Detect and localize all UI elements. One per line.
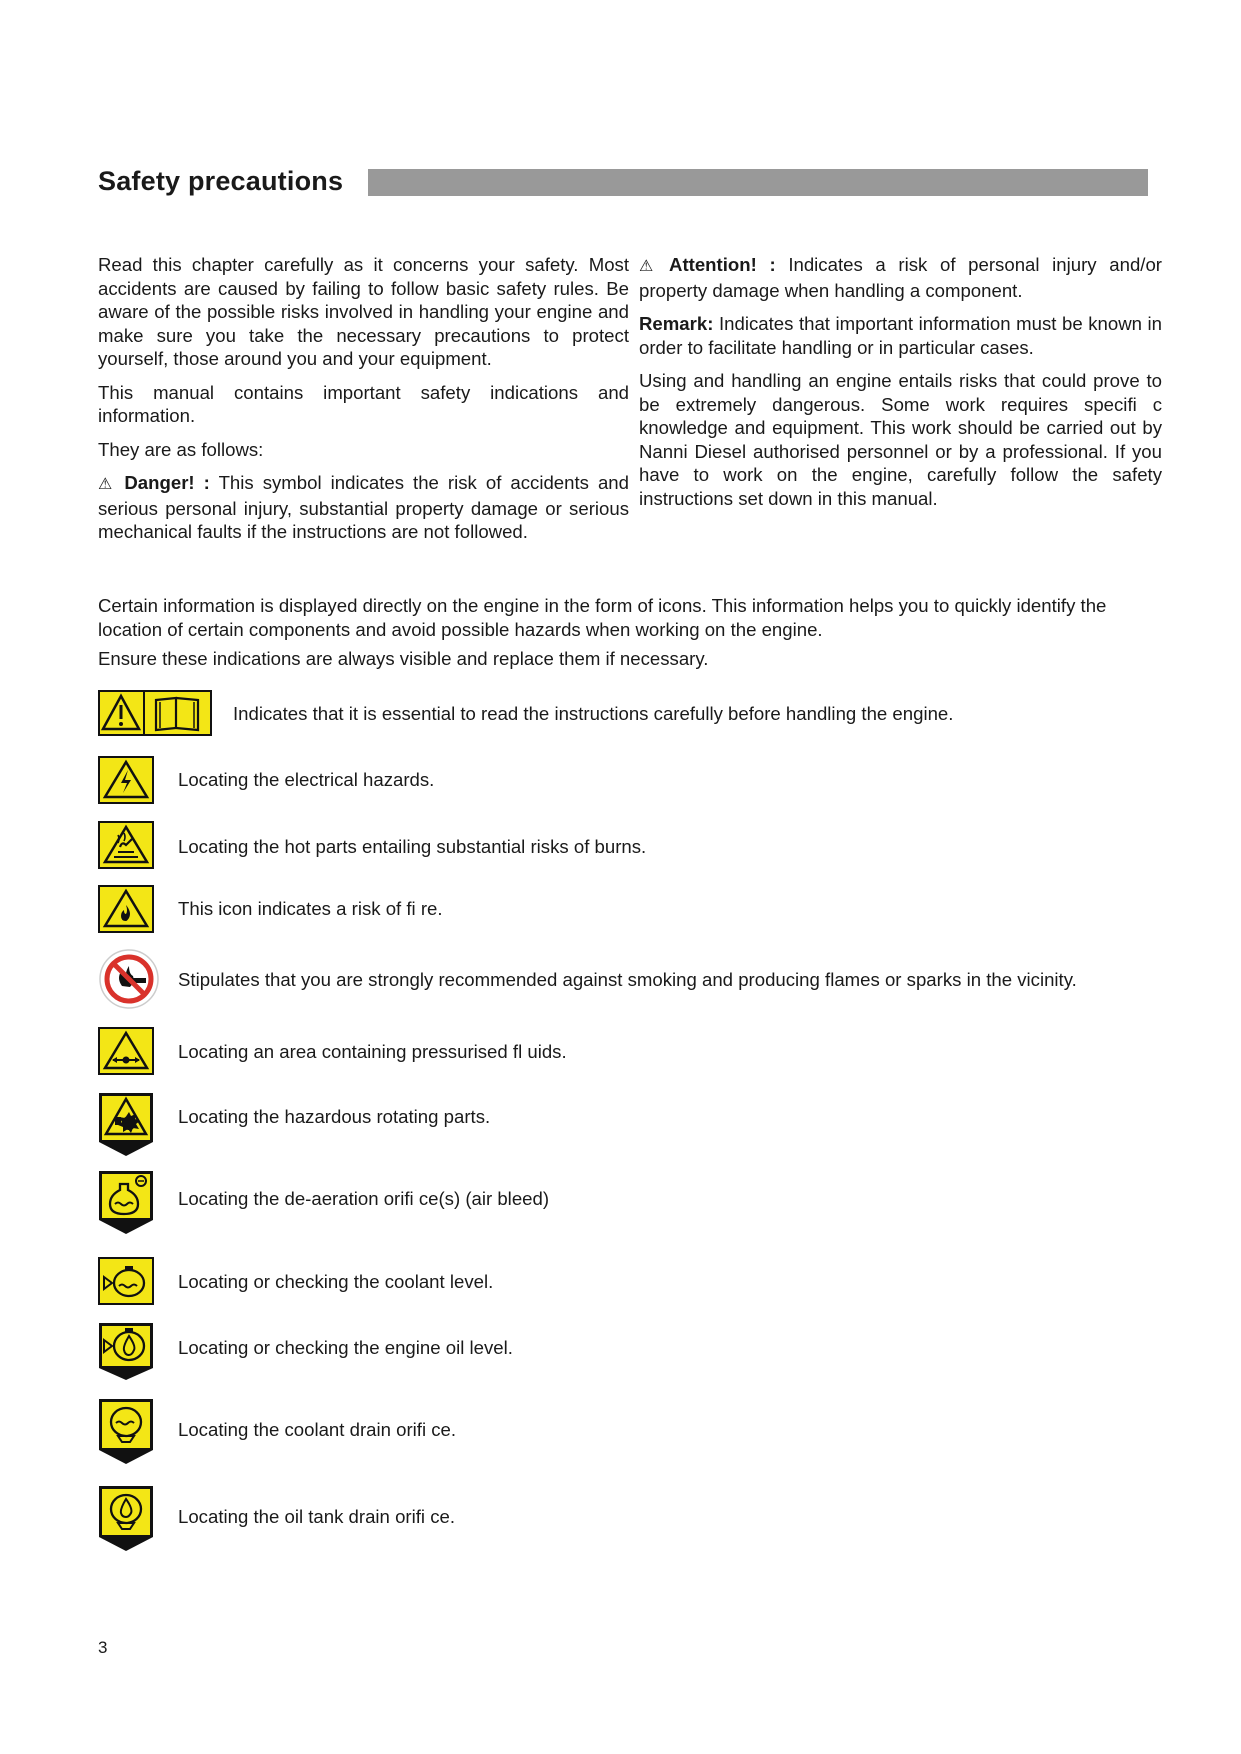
icon-description: Locating the oil tank drain orifi ce. xyxy=(178,1506,455,1527)
intro-paragraph: They are as follows: xyxy=(98,438,264,460)
attention-paragraph xyxy=(639,253,1162,302)
icon-description: Locating or checking the engine oil level. xyxy=(178,1337,513,1358)
coolant-drain-icon xyxy=(98,1398,154,1466)
icon-description: Locating the hazardous rotating parts. xyxy=(178,1106,491,1127)
icon-row-coolant-drain xyxy=(98,1398,1158,1468)
icon-row-air-bleed xyxy=(98,1170,1158,1240)
risks-paragraph: Using and handling an engine entails risks that could prove to be extremely dangerous. Some work requires specifi c knowledge and equipment. This work should be carried out by Nanni Diesel authorised personnel or by a professional. If you have to work on the engine, carefully follow the safety instructions set down in this manual. xyxy=(639,370,1162,509)
rotating-parts-icon xyxy=(98,1092,154,1158)
icon-row-hot-surface xyxy=(98,821,1158,891)
icon-row-oil-drain xyxy=(98,1485,1158,1555)
pressurised-fluid-icon xyxy=(98,1027,154,1075)
icon-row-pressurised-fluid xyxy=(98,1027,1158,1097)
air-bleed-icon xyxy=(98,1170,154,1236)
danger-label: Danger! : xyxy=(124,472,210,493)
no-smoking-icon xyxy=(98,948,160,1010)
icon-description: Locating an area containing pressurised fl uids. xyxy=(178,1041,567,1062)
icon-row-no-smoking xyxy=(98,948,1158,1018)
icon-description: Locating the hot parts entailing substantial risks of burns. xyxy=(178,836,647,857)
page-number: 3 xyxy=(98,1638,108,1657)
icon-description: Indicates that it is essential to read the instructions carefully before handling the engine. xyxy=(233,703,954,724)
icon-row-fire-risk xyxy=(98,885,1158,955)
intro-paragraph: Read this chapter carefully as it concerns your safety. Most accidents are caused by failing to follow basic safety rules. Be aware of the possible risks involved in handling your engine and make sure you take the necessary precautions to protect yourself, those around you and your equipment. xyxy=(98,254,629,369)
icon-description: Locating the de-aeration orifi ce(s) (air bleed) xyxy=(178,1188,550,1209)
danger-text: This symbol indicates the risk of accidents and serious personal injury, substantial property damage or serious mechanical faults if the instructions are not followed. xyxy=(98,472,629,542)
icon-description: This icon indicates a risk of fi re. xyxy=(178,898,443,919)
danger-paragraph xyxy=(98,471,629,544)
icons-intro xyxy=(98,594,1153,677)
icon-description: Stipulates that you are strongly recommended against smoking and producing flames or sparks in the vicinity. xyxy=(178,969,1077,990)
icon-row-read-manual xyxy=(98,690,1158,760)
icon-row-rotating-parts xyxy=(98,1092,1158,1162)
intro-right-column xyxy=(639,253,1162,520)
icons-intro-paragraph: Certain information is displayed directly on the engine in the form of icons. This information helps you to quickly identify the location of certain components and avoid possible hazards when working on the engine. xyxy=(98,595,1107,640)
intro-paragraph: This manual contains important safety indications and information. xyxy=(98,381,629,426)
remark-label: Remark: xyxy=(639,313,714,334)
electrical-hazard-icon xyxy=(98,756,154,804)
warning-triangle-icon: ⚠ xyxy=(98,476,113,493)
attention-label: Attention! : xyxy=(669,254,776,275)
icon-description: Locating or checking the coolant level. xyxy=(178,1271,494,1292)
icons-intro-paragraph: Ensure these indications are always visible and replace them if necessary. xyxy=(98,648,709,669)
oil-level-icon xyxy=(98,1322,154,1382)
remark-text: Indicates that important information must be known in order to facilitate handling or in particular cases. xyxy=(639,313,1162,358)
fire-risk-icon xyxy=(98,885,154,933)
icon-row-electrical-hazard xyxy=(98,756,1158,826)
read-manual-icon xyxy=(98,690,212,736)
oil-drain-icon xyxy=(98,1485,154,1553)
icon-row-coolant-level xyxy=(98,1257,1158,1327)
title-bar xyxy=(368,169,1148,196)
remark-paragraph xyxy=(639,312,1162,359)
icon-row-oil-level xyxy=(98,1322,1158,1392)
icon-description: Locating the electrical hazards. xyxy=(178,769,435,790)
coolant-level-icon xyxy=(98,1257,154,1305)
attention-text: Indicates a risk of personal injury and/or property damage when handling a component. xyxy=(639,254,1162,301)
icon-description: Locating the coolant drain orifi ce. xyxy=(178,1419,457,1440)
hot-surface-icon xyxy=(98,821,154,869)
page-title: Safety precautions xyxy=(98,166,344,196)
warning-triangle-icon: ⚠ xyxy=(639,258,654,275)
intro-left-column xyxy=(98,253,629,554)
